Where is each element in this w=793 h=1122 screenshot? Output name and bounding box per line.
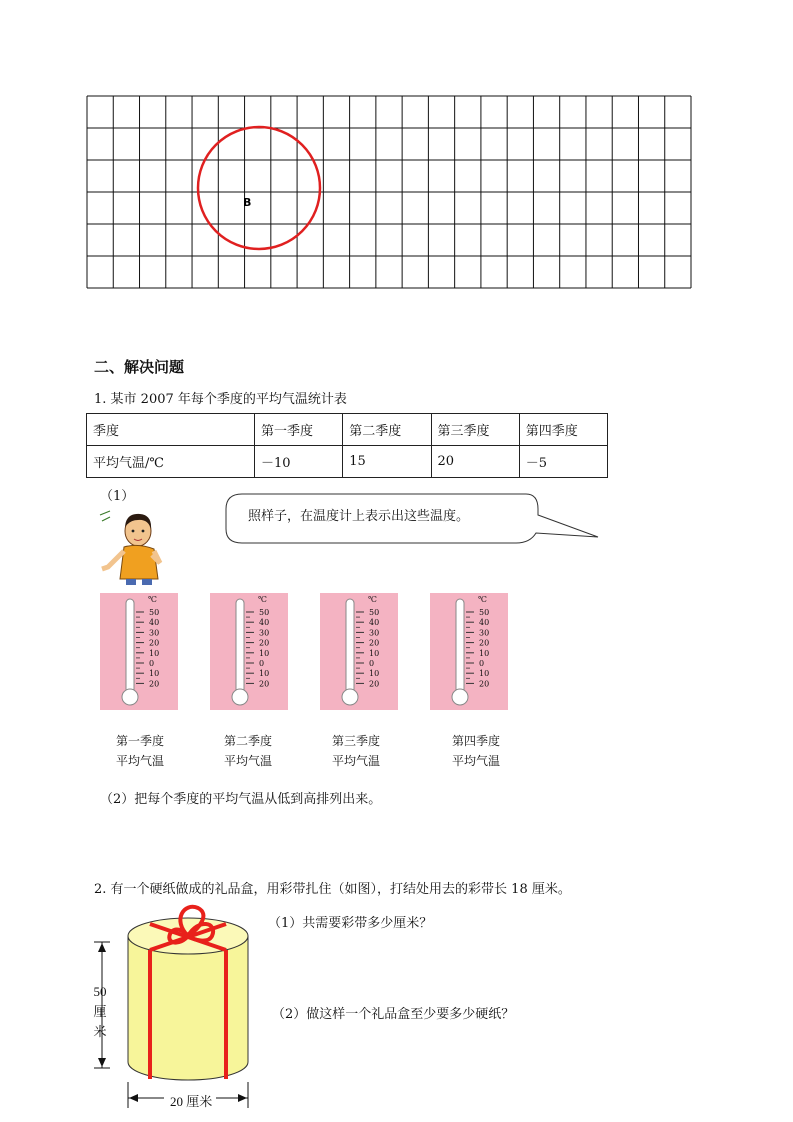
diameter-label: 20 厘米: [170, 1094, 213, 1109]
caption-q3: [316, 731, 396, 771]
caption-q2: [208, 731, 288, 771]
caption-line1: 第四季度: [451, 734, 500, 748]
tick-label: 40: [149, 618, 160, 628]
table-cell: －10: [255, 446, 343, 478]
tick-label: 10: [479, 648, 490, 658]
table-cell: 15: [343, 446, 431, 478]
tick-label: 10: [479, 669, 490, 679]
caption-line1: 第一季度: [115, 734, 164, 748]
caption-line2: 平均气温: [115, 754, 164, 768]
thermometer-tube: [236, 599, 244, 693]
tick-label: 20: [369, 679, 380, 689]
thermometer-unit: ℃: [478, 595, 487, 604]
q2-sub1: （1）共需要彩带多少厘米？: [268, 916, 433, 931]
caption-line1: 第三季度: [331, 734, 380, 748]
table-cell: 平均气温/℃: [87, 446, 255, 478]
grid-with-circle: [86, 95, 692, 289]
height-label-line: 米: [93, 1024, 107, 1039]
table-cell: 第三季度: [431, 414, 519, 446]
tick-label: 50: [259, 608, 270, 617]
caption-q1: [100, 731, 180, 771]
table-row: [87, 446, 608, 478]
height-label: [90, 982, 110, 1042]
q2-title: 2. 有一个硬纸做成的礼品盒，用彩带扎住（如图），打结处用去的彩带长 18 厘米。: [94, 882, 571, 897]
tick-label: 20: [479, 679, 490, 689]
tick-label: 30: [149, 628, 160, 638]
tick-label: 0: [369, 659, 375, 668]
tick-label: 20: [259, 638, 270, 648]
tick-label: 10: [369, 669, 380, 679]
tick-label: 40: [259, 618, 270, 628]
tick-label: 50: [479, 608, 490, 617]
height-label-line: 厘: [93, 1004, 107, 1019]
thermometer-icon: [100, 593, 178, 710]
q1-title: 1. 某市 2007 年每个季度的平均气温统计表: [94, 392, 347, 407]
caption-line2: 平均气温: [223, 754, 272, 768]
tick-label: 10: [259, 669, 270, 679]
tick-label: 50: [369, 608, 380, 617]
tick-label: 0: [479, 659, 485, 668]
tick-label: 20: [369, 638, 380, 648]
tick-label: 50: [149, 608, 160, 617]
temperature-table: [86, 413, 608, 478]
thermometer-icon: [430, 593, 508, 710]
section-title: 二、解决问题: [94, 358, 185, 376]
tick-label: 0: [149, 659, 155, 668]
tick-label: 10: [149, 669, 160, 679]
thermometer-icon: [320, 593, 398, 710]
tick-label: 10: [259, 648, 270, 658]
thermometer-tube: [126, 599, 134, 693]
height-label-line: 50: [93, 984, 107, 999]
thermometer-bulb: [122, 689, 138, 705]
tick-label: 30: [479, 628, 490, 638]
thermometer-tube: [346, 599, 354, 693]
thermometer-q2: [210, 593, 288, 710]
caption-q4: [436, 731, 516, 771]
tick-label: 20: [479, 638, 490, 648]
thermometer-tube: [456, 599, 464, 693]
table-cell: 20: [431, 446, 519, 478]
caption-line2: 平均气温: [451, 754, 500, 768]
thermometer-unit: ℃: [368, 595, 377, 604]
tick-label: 10: [369, 648, 380, 658]
point-b-label: B: [243, 196, 252, 209]
caption-line1: 第二季度: [223, 734, 272, 748]
thermometer-bulb: [232, 689, 248, 705]
tick-label: 0: [259, 659, 265, 668]
tick-label: 10: [149, 648, 160, 658]
tick-label: 30: [259, 628, 270, 638]
tick-label: 40: [479, 618, 490, 628]
caption-line2: 平均气温: [331, 754, 380, 768]
boy-figure-icon: [96, 505, 166, 585]
tick-label: 20: [149, 679, 160, 689]
table-cell: －5: [519, 446, 607, 478]
q2-sub2: （2）做这样一个礼品盒至少要多少硬纸？: [272, 1007, 515, 1022]
q1-part2: （2）把每个季度的平均气温从低到高排列出来。: [100, 792, 382, 807]
red-circle: [198, 127, 320, 249]
thermometer-bulb: [452, 689, 468, 705]
tick-label: 30: [369, 628, 380, 638]
table-cell: 季度: [87, 414, 255, 446]
tick-label: 20: [149, 638, 160, 648]
table-cell: 第一季度: [255, 414, 343, 446]
thermometer-unit: ℃: [258, 595, 267, 604]
table-row: [87, 414, 608, 446]
gift-box-figure: [88, 896, 263, 1110]
thermometer-unit: ℃: [148, 595, 157, 604]
speech-text: 照样子，在温度计上表示出这些温度。: [248, 509, 470, 524]
tick-label: 40: [369, 618, 380, 628]
thermometer-q4: [430, 593, 508, 710]
part1-label: （1）: [100, 489, 135, 504]
thermometer-q1: [100, 593, 178, 710]
thermometer-icon: [210, 593, 288, 710]
table-cell: 第四季度: [519, 414, 607, 446]
thermometer-bulb: [342, 689, 358, 705]
table-cell: 第二季度: [343, 414, 431, 446]
thermometer-q3: [320, 593, 398, 710]
tick-label: 20: [259, 679, 270, 689]
